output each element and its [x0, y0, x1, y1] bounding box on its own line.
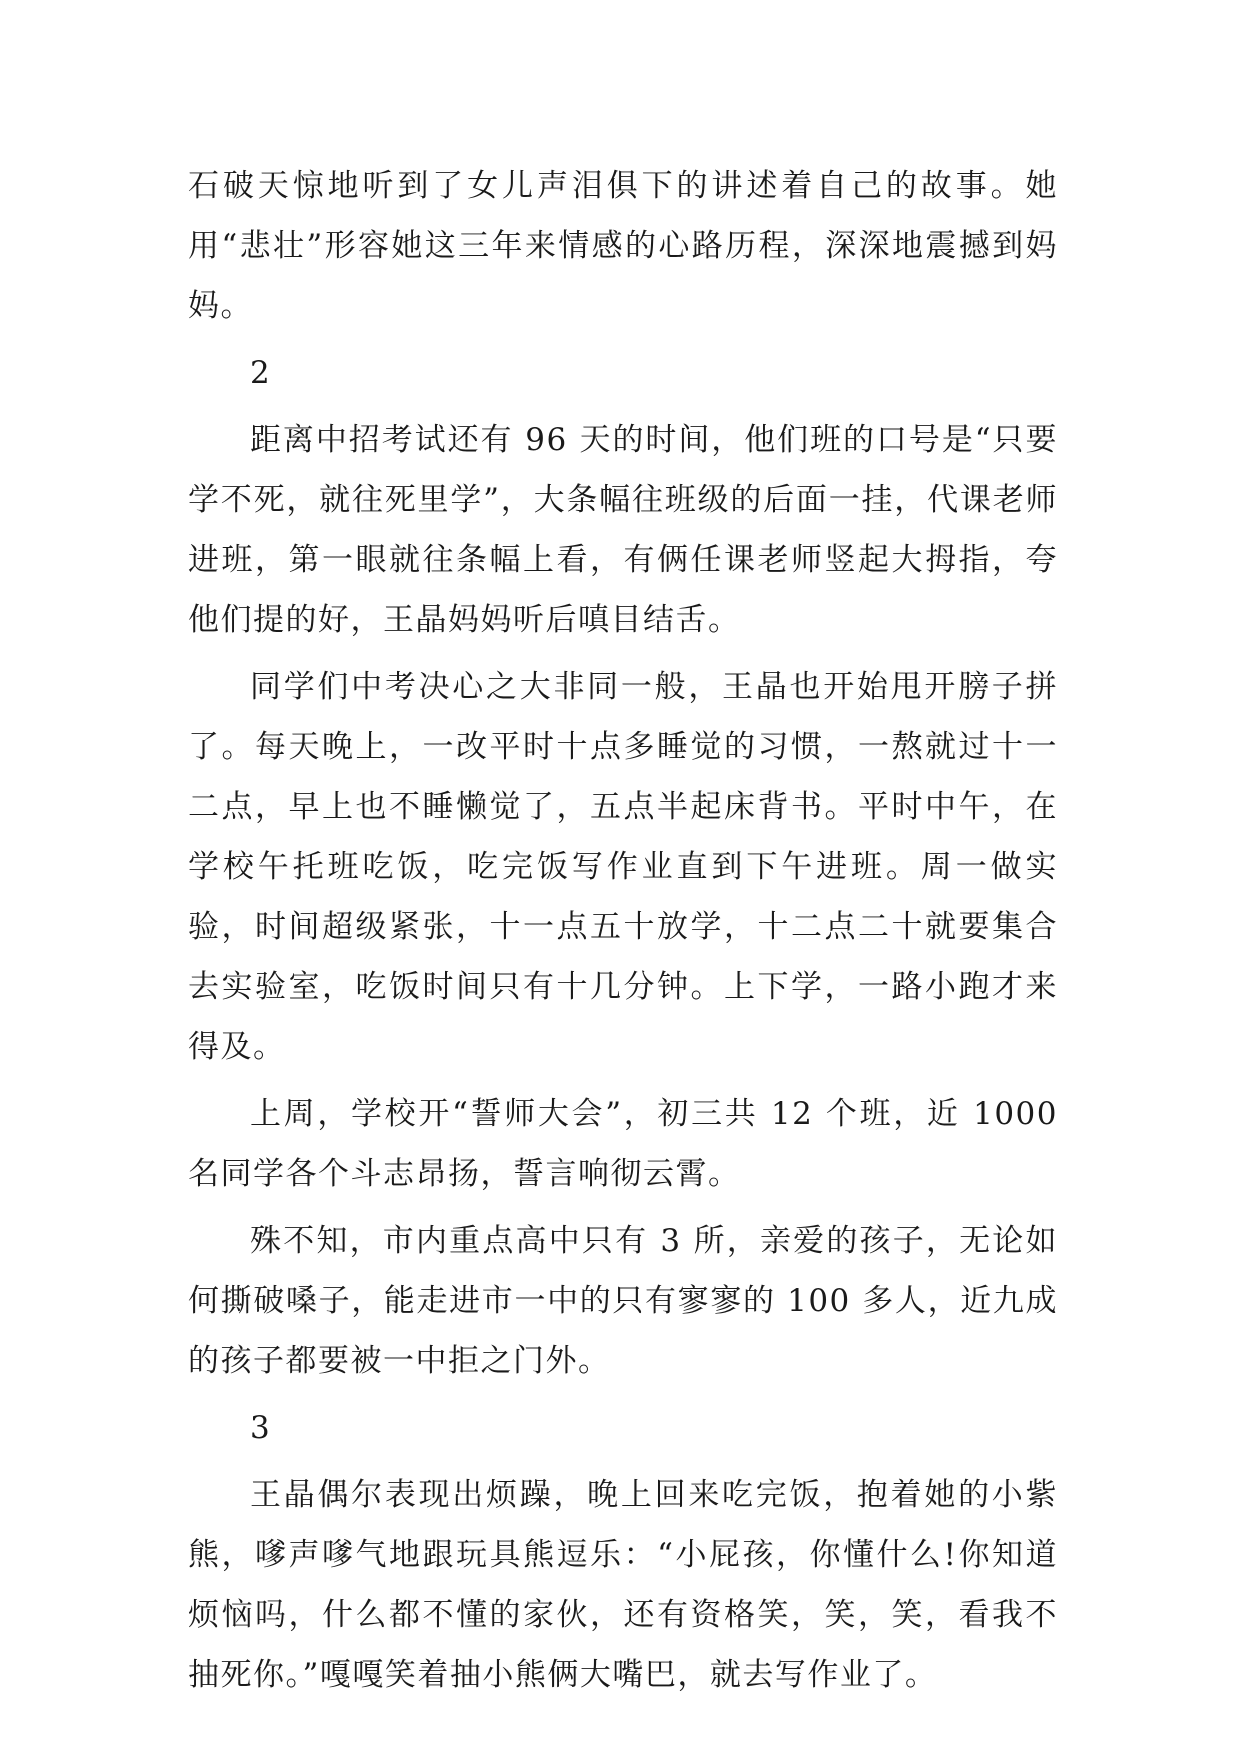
section-number-3: 3: [250, 1410, 272, 1446]
paragraph-exam-slogan: 距离中招考试还有 96 天的时间，他们班的口号是“只要学不死，就往死里学”，大条幅往班级的后面一挂，代课老师进班，第一眼就往条幅上看，有俩任课老师竖起大拇指，夸他们提的好，王晶妈妈听后嗔目结舌。: [188, 422, 1058, 638]
paragraph-pledge-meeting: 上周，学校开“誓师大会”，初三共 12 个班，近 1000 名同学各个斗志昂扬，誓言响彻云霄。: [188, 1096, 1058, 1192]
section-number-2: 2: [250, 355, 272, 391]
document-body: [188, 156, 1058, 1712]
paragraph-high-school-limit: 殊不知，市内重点高中只有 3 所，亲爱的孩子，无论如何撕破嗓子，能走进市一中的只有寥寥的 100 多人，近九成的孩子都要被一中拒之门外。: [188, 1223, 1058, 1379]
paragraph-toy-bear: 王晶偶尔表现出烦躁，晚上回来吃完饭，抱着她的小紫熊，嗲声嗲气地跟玩具熊逗乐：“小屁孩，你懂什么!你知道烦恼吗，什么都不懂的家伙，还有资格笑，笑，笑，看我不抽死你。”嘎嘎笑着抽小熊俩大嘴巴，就去写作业了。: [188, 1477, 1058, 1693]
paragraph-continuation: 石破天惊地听到了女儿声泪俱下的讲述着自己的故事。她用“悲壮”形容她这三年来情感的心路历程，深深地震撼到妈妈。: [188, 168, 1058, 324]
paragraph-study-routine: 同学们中考决心之大非同一般，王晶也开始甩开膀子拼了。每天晚上，一改平时十点多睡觉的习惯，一熬就过十一二点，早上也不睡懒觉了，五点半起床背书。平时中午，在学校午托班吃饭，吃完饭写作业直到下午进班。周一做实验，时间超级紧张，十一点五十放学，十二点二十就要集合去实验室，吃饭时间只有十几分钟。上下学，一路小跑才来得及。: [188, 669, 1058, 1065]
